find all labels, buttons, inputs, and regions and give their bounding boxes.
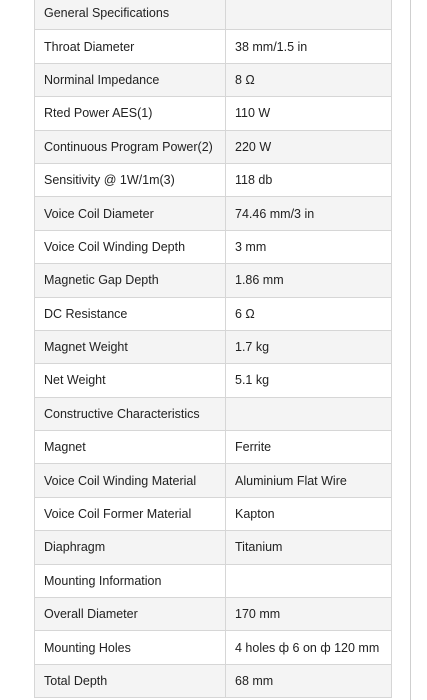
row-value: 5.1 kg (226, 364, 392, 397)
table-row (35, 330, 392, 363)
table-row (35, 431, 392, 464)
table-row (35, 297, 392, 330)
row-label: Voice Coil Former Material (35, 497, 226, 530)
table-row (35, 264, 392, 297)
row-label: Net Weight (35, 364, 226, 397)
table-row (35, 30, 392, 63)
row-value: 4 holes ф 6 on ф 120 mm (226, 631, 392, 664)
specifications-table (34, 0, 392, 698)
page-edge-divider (410, 0, 411, 700)
row-value: 1.7 kg (226, 330, 392, 363)
row-label: Total Depth (35, 664, 226, 697)
row-value: 68 mm (226, 664, 392, 697)
row-value (226, 0, 392, 30)
row-label: Voice Coil Diameter (35, 197, 226, 230)
row-value: 8 Ω (226, 63, 392, 96)
table-row (35, 230, 392, 263)
row-label: Magnet (35, 431, 226, 464)
row-value: Kapton (226, 497, 392, 530)
table-row (35, 63, 392, 96)
table-row (35, 598, 392, 631)
row-label: Continuous Program Power(2) (35, 130, 226, 163)
row-value: Aluminium Flat Wire (226, 464, 392, 497)
row-value: 6 Ω (226, 297, 392, 330)
table-row (35, 163, 392, 196)
row-label: Mounting Holes (35, 631, 226, 664)
table-row (35, 130, 392, 163)
row-value: Titanium (226, 531, 392, 564)
row-value: 110 W (226, 97, 392, 130)
row-value: 74.46 mm/3 in (226, 197, 392, 230)
row-value: 170 mm (226, 598, 392, 631)
table-row (35, 364, 392, 397)
table-row (35, 464, 392, 497)
row-label: Norminal Impedance (35, 63, 226, 96)
row-label: Diaphragm (35, 531, 226, 564)
row-value: 220 W (226, 130, 392, 163)
row-value: 3 mm (226, 230, 392, 263)
row-label: Voice Coil Winding Material (35, 464, 226, 497)
row-value: 118 db (226, 163, 392, 196)
row-label: DC Resistance (35, 297, 226, 330)
row-label: General Specifications (35, 0, 226, 30)
row-label: Magnetic Gap Depth (35, 264, 226, 297)
row-label: Magnet Weight (35, 330, 226, 363)
table-row (35, 664, 392, 697)
section-row-general (35, 0, 392, 30)
row-label: Rted Power AES(1) (35, 97, 226, 130)
row-label: Overall Diameter (35, 598, 226, 631)
row-value: Ferrite (226, 431, 392, 464)
row-value: 1.86 mm (226, 264, 392, 297)
row-label: Sensitivity @ 1W/1m(3) (35, 163, 226, 196)
section-row-mounting (35, 564, 392, 597)
row-value (226, 397, 392, 430)
table-row (35, 531, 392, 564)
table-row (35, 631, 392, 664)
row-label: Mounting Information (35, 564, 226, 597)
section-row-constructive (35, 397, 392, 430)
row-label: Throat Diameter (35, 30, 226, 63)
table-row (35, 97, 392, 130)
row-value (226, 564, 392, 597)
row-value: 38 mm/1.5 in (226, 30, 392, 63)
row-label: Voice Coil Winding Depth (35, 230, 226, 263)
table-row (35, 497, 392, 530)
row-label: Constructive Characteristics (35, 397, 226, 430)
table-row (35, 197, 392, 230)
